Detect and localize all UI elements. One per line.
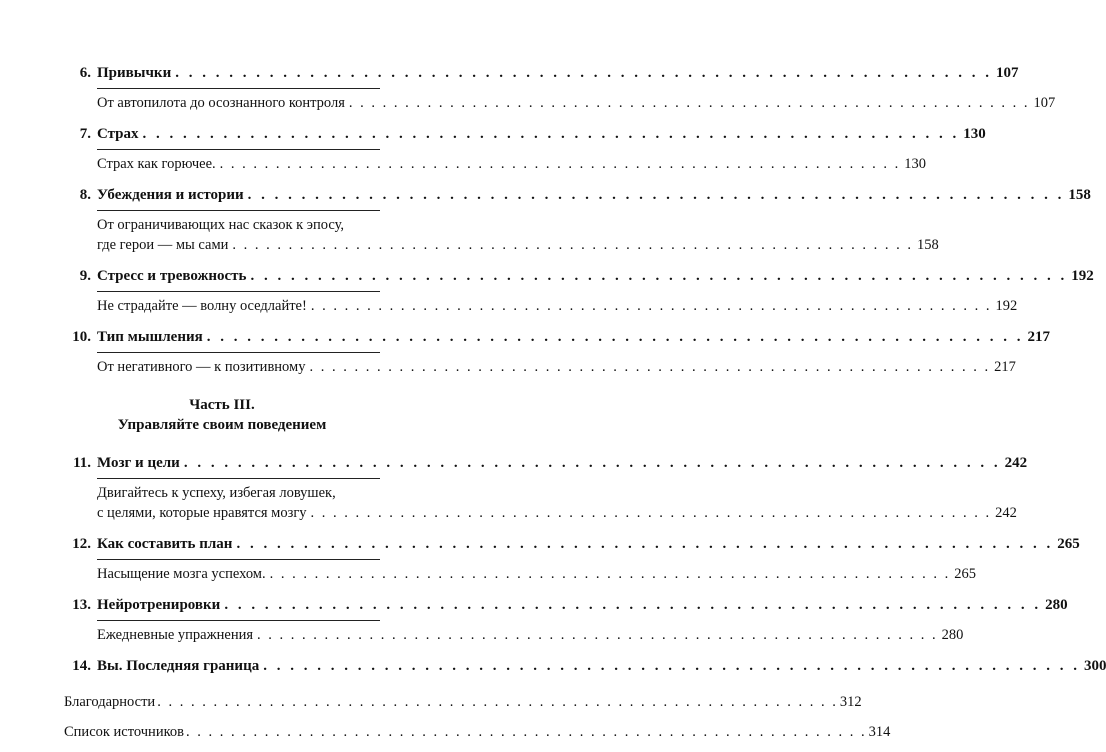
chapter-page: 192 bbox=[1071, 268, 1094, 284]
subtitle-page: 130 bbox=[904, 156, 927, 172]
toc-entry bbox=[64, 656, 1106, 681]
subtitle-page: 192 bbox=[995, 298, 1018, 314]
subtitle-leader-dots: . . . . . . . . . . . . . . . . . . . . . . . . . . . . . . . . . . . . . . . . . . . . . . . . . . . . . . . . . . . . . bbox=[219, 156, 901, 172]
chapter-leader-dots: . . . . . . . . . . . . . . . . . . . . . . . . . . . . . . . . . . . . . . . . . . . . . . . . . . . . . . . . . . . . . bbox=[247, 187, 1065, 203]
divider-rule bbox=[97, 291, 380, 292]
back-matter-row bbox=[64, 692, 862, 712]
chapter-number: 11. bbox=[73, 455, 91, 471]
subtitle-text: Ежедневные упражнения bbox=[97, 627, 254, 643]
chapter-leader-dots: . . . . . . . . . . . . . . . . . . . . . . . . . . . . . . . . . . . . . . . . . . . . . . . . . . . . . . . . . . . . . bbox=[142, 126, 960, 142]
chapter-title: Привычки bbox=[97, 65, 172, 81]
subtitle-leader-dots: . . . . . . . . . . . . . . . . . . . . . . . . . . . . . . . . . . . . . . . . . . . . . . . . . . . . . . . . . . . . . bbox=[348, 95, 1030, 111]
subtitle-text: От негативного — к позитивному bbox=[97, 359, 306, 375]
chapter-leader-dots: . . . . . . . . . . . . . . . . . . . . . . . . . . . . . . . . . . . . . . . . . . . . . . . . . . . . . . . . . . . . . bbox=[250, 268, 1068, 284]
subtitle-text: Насыщение мозга успехом. bbox=[97, 566, 266, 582]
chapter-leader-dots: . . . . . . . . . . . . . . . . . . . . . . . . . . . . . . . . . . . . . . . . . . . . . . . . . . . . . . . . . . . . . bbox=[206, 329, 1024, 345]
subtitle-leader-dots: . . . . . . . . . . . . . . . . . . . . . . . . . . . . . . . . . . . . . . . . . . . . . . . . . . . . . . . . . . . . . bbox=[309, 359, 991, 375]
subtitle-page: 217 bbox=[994, 359, 1016, 375]
subtitle-row bbox=[64, 357, 1016, 377]
chapter-page: 217 bbox=[1027, 329, 1050, 345]
subtitle-row bbox=[64, 503, 1017, 523]
toc-entry bbox=[64, 327, 1050, 377]
subtitle-page: 242 bbox=[995, 505, 1017, 521]
subtitle-page: 265 bbox=[954, 566, 976, 582]
back-matter-title: Благодарности bbox=[64, 694, 156, 710]
back-matter-leader-dots: . . . . . . . . . . . . . . . . . . . . . . . . . . . . . . . . . . . . . . . . . . . . . . . . . . . . . . . . . . . . . bbox=[157, 694, 838, 710]
subtitle-text: где герои — мы сами bbox=[97, 237, 229, 253]
subtitle-row bbox=[64, 93, 1056, 113]
back-matter-leader-dots: . . . . . . . . . . . . . . . . . . . . . . . . . . . . . . . . . . . . . . . . . . . . . . . . . . . . . . . . . . . . . bbox=[185, 724, 867, 740]
toc-entry bbox=[64, 63, 1056, 113]
chapter-row bbox=[64, 185, 1091, 210]
subtitle-page: 158 bbox=[917, 237, 939, 253]
chapter-title: Вы. Последняя граница bbox=[97, 658, 260, 674]
chapter-number: 14. bbox=[72, 658, 91, 674]
toc-part-three-chapters bbox=[64, 453, 1106, 681]
chapter-page: 280 bbox=[1045, 597, 1068, 613]
chapter-title: Мозг и цели bbox=[97, 455, 180, 471]
subtitle-leader-dots: . . . . . . . . . . . . . . . . . . . . . . . . . . . . . . . . . . . . . . . . . . . . . . . . . . . . . . . . . . . . . bbox=[257, 627, 938, 643]
chapter-page: 265 bbox=[1057, 536, 1080, 552]
chapter-row bbox=[64, 63, 1019, 88]
chapter-number: 8. bbox=[79, 187, 91, 203]
subtitle-row bbox=[64, 235, 939, 255]
subtitle-row bbox=[64, 564, 976, 584]
chapter-row bbox=[64, 327, 1050, 352]
chapter-leader-dots: . . . . . . . . . . . . . . . . . . . . . . . . . . . . . . . . . . . . . . . . . . . . . . . . . . . . . . . . . . . . . bbox=[236, 536, 1054, 552]
chapter-leader-dots: . . . . . . . . . . . . . . . . . . . . . . . . . . . . . . . . . . . . . . . . . . . . . . . . . . . . . . . . . . . . . bbox=[183, 455, 1001, 471]
subtitle-leader-dots: . . . . . . . . . . . . . . . . . . . . . . . . . . . . . . . . . . . . . . . . . . . . . . . . . . . . . . . . . . . . . bbox=[310, 298, 992, 314]
chapter-row bbox=[64, 656, 1106, 681]
subtitle-leader-dots: . . . . . . . . . . . . . . . . . . . . . . . . . . . . . . . . . . . . . . . . . . . . . . . . . . . . . . . . . . . . . bbox=[310, 505, 992, 521]
table-of-contents bbox=[64, 63, 1106, 752]
chapter-title: Нейротренировки bbox=[97, 597, 221, 613]
chapter-title: Убеждения и истории bbox=[97, 187, 244, 203]
chapter-page: 130 bbox=[963, 126, 986, 142]
subtitle-leader-dots: . . . . . . . . . . . . . . . . . . . . . . . . . . . . . . . . . . . . . . . . . . . . . . . . . . . . . . . . . . . . . bbox=[232, 237, 914, 253]
subtitle-row bbox=[64, 154, 927, 174]
toc-entry bbox=[64, 124, 986, 174]
chapter-page: 242 bbox=[1004, 455, 1028, 471]
subtitle-row bbox=[64, 296, 1018, 316]
back-matter-row bbox=[64, 722, 891, 742]
chapter-number: 6. bbox=[79, 65, 91, 81]
toc-entry bbox=[64, 453, 1028, 523]
chapter-number: 7. bbox=[79, 126, 91, 142]
part-label: Часть III. bbox=[189, 397, 255, 413]
divider-rule bbox=[97, 88, 380, 89]
subtitle-row bbox=[64, 625, 964, 645]
chapter-leader-dots: . . . . . . . . . . . . . . . . . . . . . . . . . . . . . . . . . . . . . . . . . . . . . . . . . . . . . . . . . . . . . bbox=[175, 65, 992, 81]
subtitle-line: Двигайтесь к успеху, избегая ловушек, bbox=[97, 485, 336, 501]
back-matter-page: 312 bbox=[839, 694, 862, 710]
chapter-page: 158 bbox=[1068, 187, 1091, 203]
back-matter-page: 314 bbox=[868, 724, 891, 740]
chapter-row bbox=[64, 534, 1080, 559]
chapter-row bbox=[64, 595, 1068, 620]
divider-rule bbox=[97, 478, 380, 479]
toc-entry bbox=[64, 185, 1091, 255]
chapter-title: Тип мышления bbox=[97, 329, 203, 345]
chapter-leader-dots: . . . . . . . . . . . . . . . . . . . . . . . . . . . . . . . . . . . . . . . . . . . . . . . . . . . . . . . . . . . . . bbox=[224, 597, 1042, 613]
chapter-page: 107 bbox=[995, 65, 1019, 81]
divider-rule bbox=[97, 149, 380, 150]
subtitle-page: 107 bbox=[1033, 95, 1056, 111]
toc-back-matter bbox=[64, 692, 891, 742]
toc-entry bbox=[64, 534, 1080, 584]
subtitle-text: Страх как горючее. bbox=[97, 156, 216, 172]
chapter-row bbox=[64, 124, 986, 149]
toc-entry bbox=[64, 266, 1094, 316]
toc-part-two-chapters bbox=[64, 63, 1094, 377]
chapter-number: 13. bbox=[72, 597, 91, 613]
divider-rule bbox=[97, 620, 380, 621]
subtitle-text: От автопилота до осознанного контроля bbox=[97, 95, 345, 111]
chapter-number: 10. bbox=[72, 329, 91, 345]
chapter-title: Страх bbox=[97, 126, 139, 142]
part-heading bbox=[64, 395, 380, 435]
chapter-row bbox=[64, 453, 1028, 478]
part-title: Управляйте своим поведением bbox=[117, 417, 327, 433]
toc-entry bbox=[64, 595, 1068, 645]
divider-rule bbox=[97, 352, 380, 353]
chapter-title: Стресс и тревожность bbox=[97, 268, 247, 284]
subtitle-text: с целями, которые нравятся мозгу bbox=[97, 505, 307, 521]
divider-rule bbox=[97, 559, 380, 560]
chapter-page: 300 bbox=[1083, 658, 1106, 674]
subtitle-text: Не страдайте — волну оседлайте! bbox=[97, 298, 307, 314]
subtitle-line: От ограничивающих нас сказок к эпосу, bbox=[97, 217, 345, 233]
chapter-title: Как составить план bbox=[97, 536, 233, 552]
chapter-leader-dots: . . . . . . . . . . . . . . . . . . . . . . . . . . . . . . . . . . . . . . . . . . . . . . . . . . . . . . . . . . . . . bbox=[263, 658, 1080, 674]
chapter-number: 9. bbox=[79, 268, 91, 284]
subtitle-page: 280 bbox=[941, 627, 964, 643]
chapter-number: 12. bbox=[72, 536, 91, 552]
chapter-row bbox=[64, 266, 1094, 291]
divider-rule bbox=[97, 210, 380, 211]
subtitle-leader-dots: . . . . . . . . . . . . . . . . . . . . . . . . . . . . . . . . . . . . . . . . . . . . . . . . . . . . . . . . . . . . . bbox=[269, 566, 951, 582]
back-matter-title: Список источников bbox=[64, 724, 184, 740]
